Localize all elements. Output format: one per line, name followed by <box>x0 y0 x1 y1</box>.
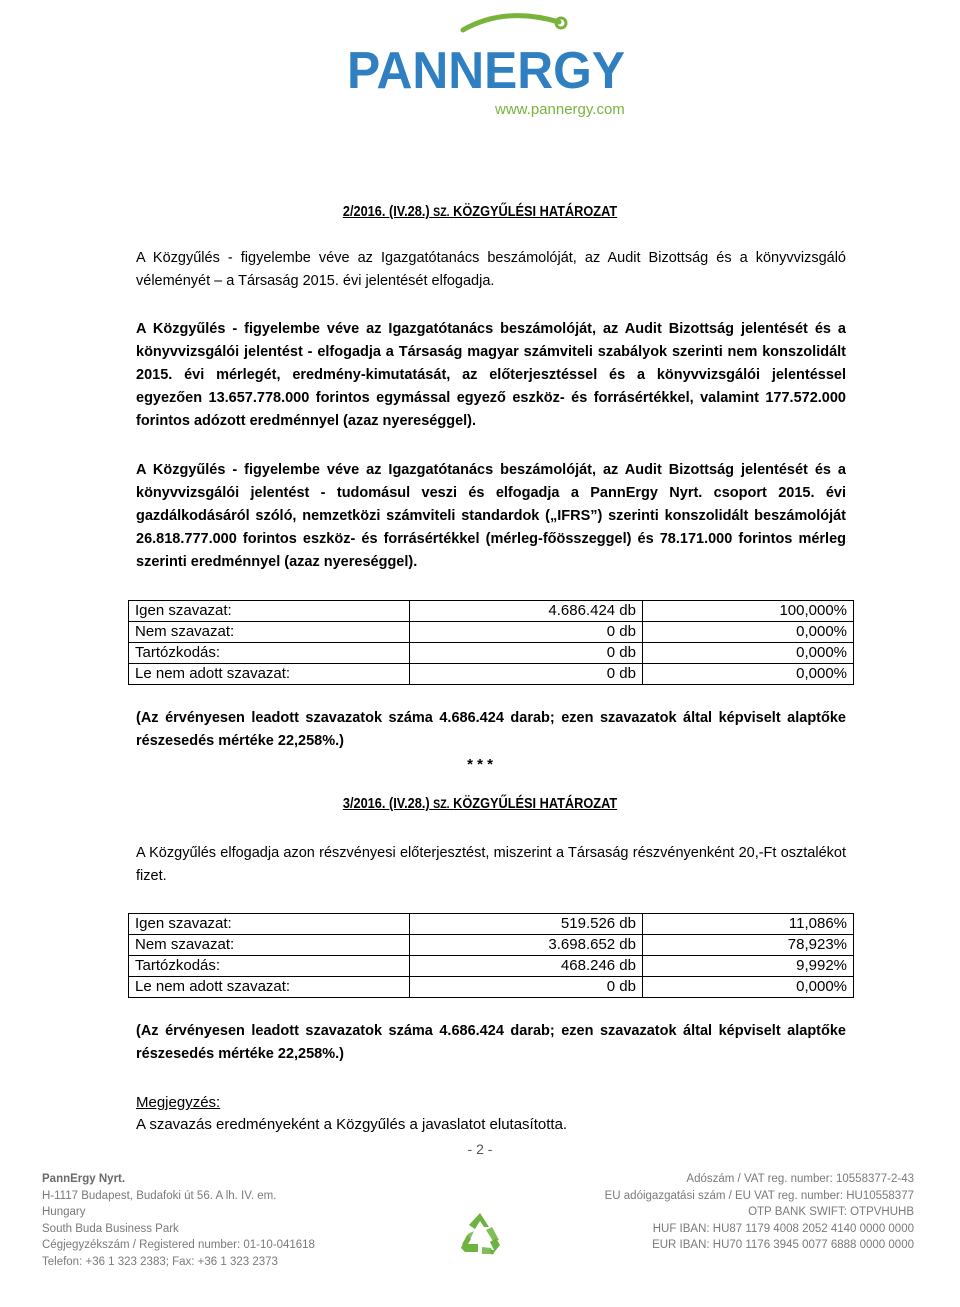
valid-votes-note: (Az érvényesen leadott szavazatok száma 4.686.424 darab; ezen szavazatok által képviselt alaptőke részesedés mértéke 22,258%.) <box>136 710 846 749</box>
table-row <box>129 622 854 643</box>
vote-label: Tartózkodás: <box>129 643 410 664</box>
footer-line: South Buda Business Park <box>42 1222 179 1235</box>
table-row <box>129 977 854 998</box>
logo-arc <box>463 16 559 30</box>
vote-percent: 0,000% <box>643 622 854 643</box>
vote-count: 0 db <box>410 977 643 998</box>
resolution-title: KÖZGYŰLÉSI HATÁROZAT <box>453 796 618 812</box>
vote-percent: 0,000% <box>643 664 854 685</box>
recycle-icon <box>456 1210 504 1258</box>
resolution-paragraph: A Közgyűlés - figyelembe véve az Igazgatótanács beszámolóját, az Audit Bizottság jelentését és a könyvvizsgálói jelentést - tudomásul veszi és elfogadja a PannErgy Nyrt. csoport 2015. évi gazdálkodásáról szóló, nemzetközi számviteli standardok („IFRS”) szerinti konszolidált beszámolóját 26.818.777.000 forintos eszköz- és forrásértékkel (mérleg-főösszeggel) és 78.171.000 forintos mérleg szerinti eredménnyel (azaz nyereséggel). <box>136 462 846 570</box>
resolution-paragraph: A Közgyűlés - figyelembe véve az Igazgatótanács beszámolóját, az Audit Bizottság és a könyvvizsgáló véleményét – a Társaság 2015. évi jelentését elfogadja. <box>136 250 846 289</box>
separator: * * * <box>467 756 493 773</box>
table-row <box>129 914 854 935</box>
page-number: - 2 - <box>467 1141 493 1157</box>
vote-count: 0 db <box>410 664 643 685</box>
vote-label: Nem szavazat: <box>129 622 410 643</box>
vote-count: 3.698.652 db <box>410 935 643 956</box>
resolution-title: KÖZGYŰLÉSI HATÁROZAT <box>453 204 618 220</box>
vote-table <box>128 600 854 685</box>
table-row <box>129 935 854 956</box>
table-row <box>129 601 854 622</box>
vote-label: Nem szavazat: <box>129 935 410 956</box>
footer-bank-info <box>605 1171 914 1254</box>
resolution-paragraph: A Közgyűlés - figyelembe véve az Igazgatótanács beszámolóját, az Audit Bizottság jelentését és a könyvvizsgálói jelentést - elfogadja a Társaság magyar számviteli szabályok szerinti nem konszolidált 2015. évi mérlegét, eredmény-kimutatását, az előterjesztéssel és a könyvvizsgálói jelentéssel egyezően 13.657.778.000 forintos egymással egyező eszköz- és forrásértékkel, valamint 177.572.000 forintos adózott eredménnyel (azaz nyereséggel). <box>136 321 846 429</box>
resolution-sz: SZ. <box>433 205 450 219</box>
logo-graphic <box>345 8 630 123</box>
table-row <box>129 643 854 664</box>
vote-label: Le nem adott szavazat: <box>129 977 410 998</box>
resolution-number: 2/2016. (IV.28.) <box>342 204 430 220</box>
table-row <box>129 956 854 977</box>
vote-percent: 11,086% <box>643 914 854 935</box>
vote-table <box>128 913 854 998</box>
footer-line: H-1117 Budapest, Budafoki út 56. A lh. IV. em. <box>42 1189 277 1202</box>
vote-count: 519.526 db <box>410 914 643 935</box>
footer-line: HUF IBAN: HU87 1179 4008 2052 4140 0000 0000 <box>652 1222 914 1235</box>
vote-count: 4.686.424 db <box>410 601 643 622</box>
vote-percent: 0,000% <box>643 643 854 664</box>
table-row <box>129 664 854 685</box>
vote-label: Tartózkodás: <box>129 956 410 977</box>
footer-line: OTP BANK SWIFT: OTPVHUHB <box>748 1206 914 1219</box>
vote-percent: 0,000% <box>643 977 854 998</box>
vote-label: Igen szavazat: <box>129 601 410 622</box>
vote-count: 468.246 db <box>410 956 643 977</box>
footer-company-info <box>42 1171 315 1271</box>
vote-percent: 100,000% <box>643 601 854 622</box>
logo-text: PANNERGY <box>347 42 625 100</box>
vote-percent: 9,992% <box>643 956 854 977</box>
footer-line: Cégjegyzékszám / Registered number: 01-10-041618 <box>42 1239 315 1252</box>
footer-line: Telefon: +36 1 323 2383; Fax: +36 1 323 2373 <box>42 1255 278 1268</box>
vote-percent: 78,923% <box>643 935 854 956</box>
vote-label: Igen szavazat: <box>129 914 410 935</box>
pannergy-logo <box>345 8 630 123</box>
footer-line: Hungary <box>42 1206 86 1219</box>
footer-company-name: PannErgy Nyrt. <box>42 1173 126 1185</box>
valid-votes-note: (Az érvényesen leadott szavazatok száma 4.686.424 darab; ezen szavazatok által képviselt alaptőke részesedés mértéke 22,258%.) <box>136 1023 846 1062</box>
note-text: A szavazás eredményeként a Közgyűlés a javaslatot elutasította. <box>136 1116 568 1133</box>
resolution-heading <box>58 204 903 220</box>
resolution-number: 3/2016. (IV.28.) <box>342 796 430 812</box>
logo-url: www.pannergy.com <box>495 101 625 118</box>
resolution-sz: SZ. <box>433 797 450 811</box>
vote-count: 0 db <box>410 643 643 664</box>
note-title: Megjegyzés: <box>136 1094 221 1111</box>
footer-line: Adószám / VAT reg. number: 10558377-2-43 <box>686 1173 914 1185</box>
vote-label: Le nem adott szavazat: <box>129 664 410 685</box>
resolution-paragraph: A Közgyűlés elfogadja azon részvényesi előterjesztést, miszerint a Társaság részvényenként 20,-Ft osztalékot fizet. <box>136 845 846 884</box>
vote-count: 0 db <box>410 622 643 643</box>
footer-line: EUR IBAN: HU70 1176 3945 0077 6888 0000 0000 <box>652 1239 914 1252</box>
resolution-heading <box>58 796 903 812</box>
footer-line: EU adóigazgatási szám / EU VAT reg. number: HU10558377 <box>604 1189 914 1202</box>
